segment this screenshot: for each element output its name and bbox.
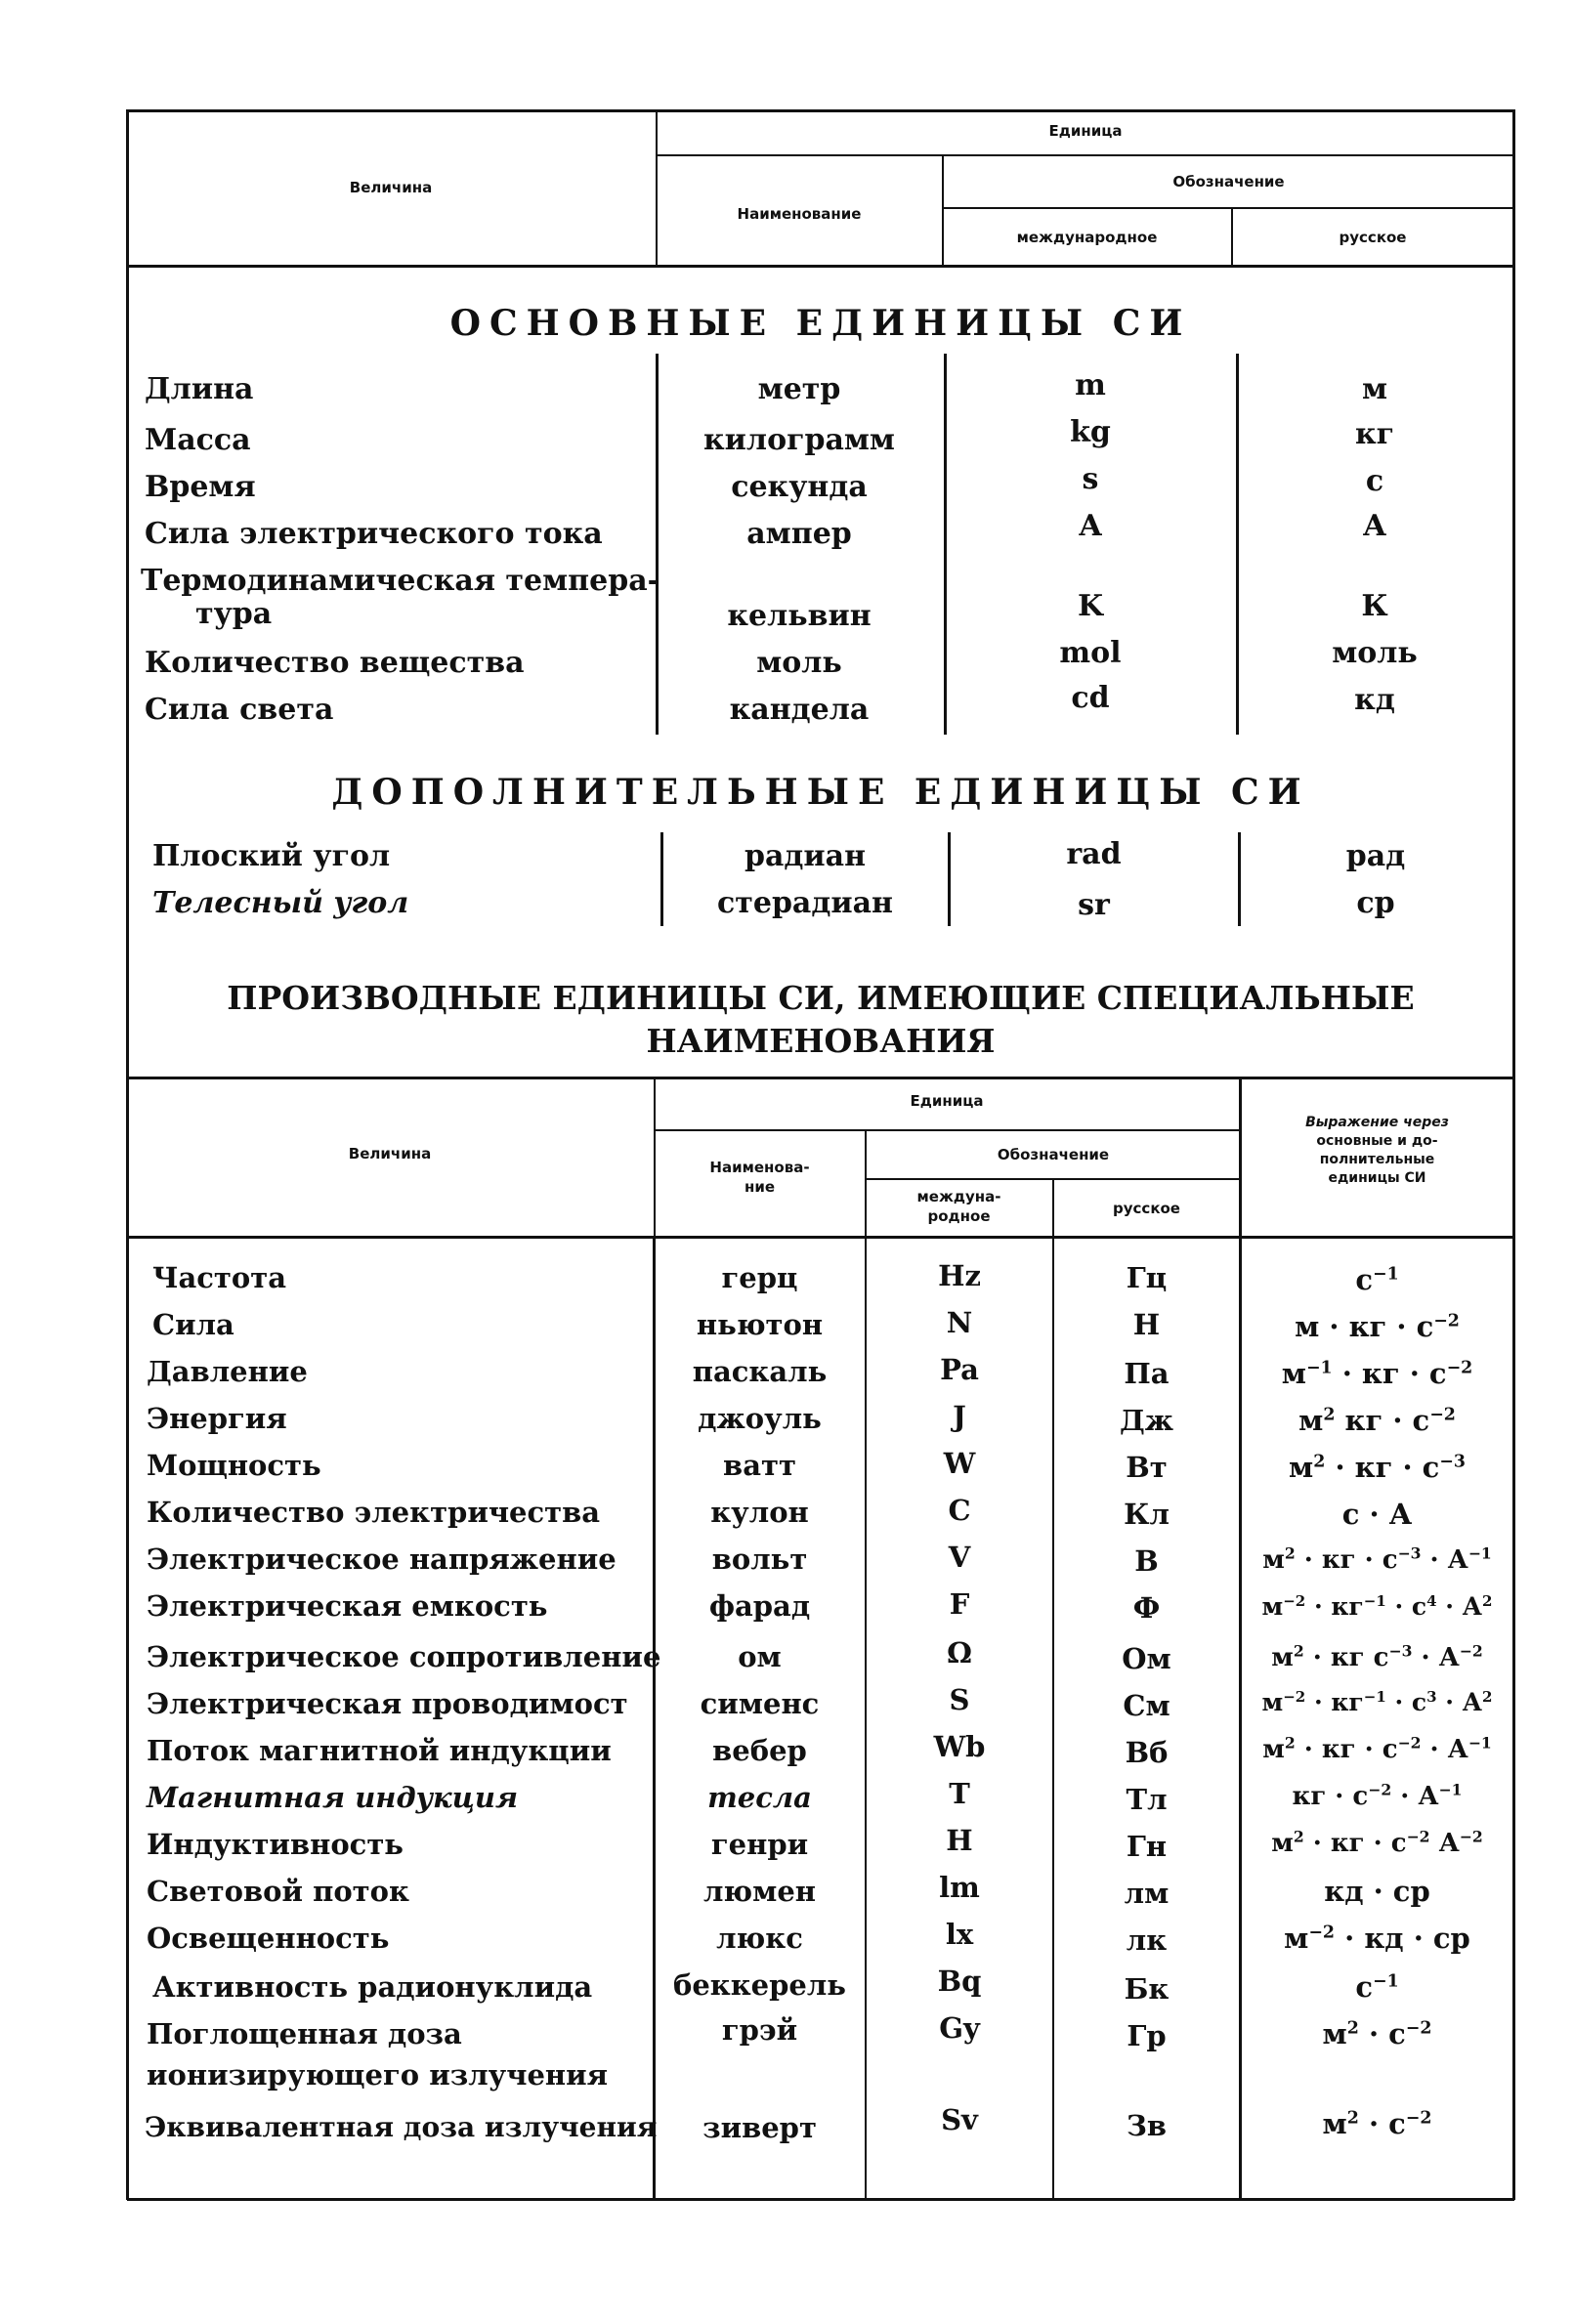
header1-russian: русское (1339, 229, 1407, 246)
base-divider-3 (1236, 354, 1239, 735)
derived-row-expression: $м^{-2}$ · кд · ср (1284, 1922, 1470, 1955)
derived-row-rus: Ом (1122, 1642, 1171, 1675)
derived-row-expression: $м^2$ · кг · $с^{-3}$ (1289, 1451, 1466, 1484)
derived-row-quantity: Эквивалентная доза излучения (145, 2111, 658, 2143)
table-top-border (127, 109, 1514, 112)
derived-row-expression: $с^{-1}$ (1355, 1970, 1399, 2004)
derived-row-rus: Па (1124, 1357, 1170, 1390)
base-row-quantity: Количество вещества (145, 646, 525, 680)
header2-expr-line4: единицы СИ (1328, 1170, 1426, 1186)
base-row-name: ампер (746, 517, 852, 551)
derived-row-quantity: Количество электричества (147, 1496, 601, 1529)
base-row-intl: cd (1071, 681, 1110, 715)
derived-row-intl: N (946, 1306, 973, 1339)
derived-row-quantity-line1: Поглощенная доза (147, 2017, 462, 2050)
base-row-name: метр (757, 372, 841, 406)
base-row-intl: kg (1070, 415, 1111, 449)
derived-row-quantity: Давление (147, 1355, 308, 1388)
header2-intl-line2: родное (927, 1207, 991, 1225)
derived-row-intl: C (948, 1494, 971, 1527)
derived-row-intl: Sv (941, 2103, 978, 2136)
derived-row-name: ом (738, 1640, 782, 1673)
derived-row-quantity: Электрическая емкость (147, 1589, 548, 1623)
base-row-rus: м (1361, 372, 1388, 406)
supp-row-rus: ср (1356, 886, 1395, 920)
derived-row-intl: T (949, 1777, 970, 1810)
header2-top-border (127, 1077, 1514, 1079)
derived-row-expression: $м^2$ · кг $с^{-3} \cdot А^{-2}$ (1271, 1641, 1483, 1672)
header1-bottom-border (127, 265, 1514, 268)
supp-row-name: радиан (744, 839, 867, 873)
header1-unit-underline (657, 154, 1514, 156)
derived-row-quantity: Энергия (147, 1402, 287, 1435)
section-title-base: ОСНОВНЫЕ ЕДИНИЦЫ СИ (449, 303, 1192, 344)
derived-row-rus: Зв (1126, 2109, 1168, 2142)
derived-row-name: вольт (711, 1542, 808, 1576)
header2-russian: русское (1113, 1200, 1180, 1217)
base-row-quantity: Сила электрического тока (145, 517, 603, 551)
header2-intl-line1: междуна- (916, 1188, 1001, 1205)
header2-expr-line3: полнительные (1319, 1152, 1435, 1167)
header1-unit: Единица (1048, 122, 1123, 140)
section-title-derived-line2: НАИМЕНОВАНИЯ (646, 1022, 996, 1060)
base-row-rus: моль (1332, 636, 1418, 670)
derived-row-intl: S (949, 1683, 970, 1716)
header2-name-line1: Наименова- (709, 1159, 810, 1176)
derived-row-rus: Гр (1127, 2019, 1167, 2052)
base-row-intl: mol (1059, 636, 1122, 670)
derived-row-rus: Гц (1126, 1261, 1168, 1294)
supp-row-rus: рад (1345, 839, 1406, 873)
derived-row-quantity: Поток магнитной индукции (147, 1734, 612, 1767)
base-row-name: секунда (731, 470, 868, 504)
base-row-quantity: Масса (145, 423, 251, 457)
base-row-quantity: Сила света (145, 693, 334, 727)
derived-row-rus: Тл (1126, 1783, 1168, 1816)
base-row-name: килограмм (703, 423, 895, 457)
derived-row-rus: лм (1124, 1877, 1170, 1910)
derived-row-rus: Вб (1125, 1736, 1169, 1769)
derived-row-expression: $м^2 \cdot с^{-2}$ (1322, 2107, 1432, 2140)
header2-unit: Единица (910, 1092, 984, 1110)
base-row-name: кандела (729, 693, 870, 727)
derived-row-expression: м · кг · $с^{-2}$ (1295, 1310, 1460, 1343)
derived-row-intl: Wb (933, 1730, 986, 1763)
header2-expr-line2: основные и до- (1316, 1133, 1438, 1149)
header1-divider-2 (942, 154, 944, 266)
derived-row-intl: V (948, 1541, 971, 1574)
derived-row-intl: H (946, 1824, 973, 1857)
base-row-intl: A (1079, 509, 1102, 543)
derived-row-quantity: Световой поток (147, 1875, 409, 1908)
derived-row-expression: кд · ср (1324, 1875, 1430, 1908)
derived-row-rus: Ф (1132, 1591, 1161, 1625)
derived-row-name: кулон (710, 1496, 809, 1529)
derived-row-rus: Дж (1119, 1404, 1174, 1437)
derived-row-expression: с · А (1341, 1498, 1413, 1531)
derived-row-name: джоуль (698, 1402, 822, 1435)
derived-row-name: беккерель (673, 1968, 846, 2002)
base-row-quantity-line1: Термодинамическая темпера- (141, 564, 660, 598)
base-row-name: кельвин (727, 599, 872, 633)
derived-row-expression: кг · $с^{-2} \cdot А^{-1}$ (1292, 1780, 1463, 1811)
derived-row-quantity: Частота (152, 1261, 286, 1294)
header2-unit-underline (655, 1129, 1241, 1131)
derived-row-expression: $м^{-1}$ · кг · $с^{-2}$ (1281, 1357, 1473, 1390)
table-bottom-border (127, 2198, 1514, 2201)
table-right-border (1512, 109, 1515, 2200)
derived-row-name: сименс (700, 1687, 820, 1720)
header1-name: Наименование (737, 205, 862, 223)
base-row-rus: А (1362, 509, 1387, 543)
derived-row-expression: $м^{-2} \cdot кг^{-1} \cdot с^3 \cdot А^2$ (1261, 1688, 1493, 1716)
derived-row-name: герц (721, 1261, 798, 1294)
derived-row-expression: $м^2 \cdot с^{-2}$ (1322, 2017, 1432, 2050)
base-row-name: моль (756, 646, 842, 680)
header1-international: международное (1016, 229, 1158, 246)
derived-row-intl: Gy (939, 2011, 980, 2045)
derived-row-expression: $с^{-1}$ (1355, 1263, 1399, 1296)
derived-row-quantity: Активность радионуклида (152, 1970, 593, 2004)
derived-row-name: зиверт (702, 2111, 817, 2144)
derived-row-name: грэй (721, 2013, 798, 2047)
derived-row-intl: J (953, 1400, 966, 1433)
derived-row-name: люкс (716, 1922, 803, 1955)
derived-row-expression: $м^2$ · кг · $с^{-2}$ $А^{-2}$ (1271, 1827, 1483, 1858)
base-row-rus: с (1365, 464, 1384, 498)
supp-row-quantity: Плоский угол (152, 839, 391, 873)
header1-designation: Обозначение (1172, 173, 1285, 190)
base-row-rus: кд (1354, 683, 1395, 717)
derived-row-rus: Н (1132, 1308, 1161, 1341)
header2-quantity: Величина (348, 1145, 432, 1162)
header2-bottom-border (127, 1236, 1514, 1239)
base-row-intl: m (1075, 368, 1106, 402)
derived-row-intl: lm (939, 1871, 980, 1904)
base-row-quantity: Длина (145, 372, 254, 406)
derived-row-name: генри (710, 1828, 809, 1861)
derived-row-expression: $м^2$ · кг · $с^{-3} \cdot А^{-1}$ (1262, 1543, 1492, 1575)
derived-row-quantity: Сила (152, 1308, 234, 1341)
derived-row-rus: Бк (1124, 1972, 1170, 2006)
derived-row-intl: Bq (937, 1965, 982, 1998)
base-row-quantity-line2: тура (195, 597, 273, 631)
derived-row-intl: Hz (938, 1259, 981, 1292)
derived-row-rus: лк (1126, 1923, 1168, 1957)
derived-row-rus: В (1134, 1544, 1159, 1578)
derived-row-intl: Pa (940, 1353, 979, 1386)
base-divider-2 (944, 354, 947, 735)
base-row-intl: K (1077, 589, 1104, 623)
derived-row-intl: Ω (947, 1636, 972, 1669)
header2-name-line2: ние (744, 1178, 776, 1196)
base-row-quantity: Время (145, 470, 256, 504)
derived-row-rus: Вт (1126, 1451, 1168, 1484)
supp-row-name: стерадиан (717, 886, 893, 920)
derived-row-rus: Кл (1124, 1498, 1170, 1531)
derived-row-quantity-line2: ионизирующего излучения (147, 2058, 609, 2092)
derived-row-expression: $м^2$ кг · $с^{-2}$ (1298, 1404, 1456, 1437)
supp-row-quantity: Телесный угол (152, 886, 409, 920)
derived-row-name: ньютон (696, 1308, 824, 1341)
derived-row-rus: См (1123, 1689, 1170, 1722)
header2-designation: Обозначение (997, 1146, 1110, 1163)
base-row-rus: К (1361, 589, 1388, 623)
derived-row-intl: W (943, 1447, 976, 1480)
header1-designation-underline (943, 207, 1514, 209)
derived-row-name: люмен (702, 1875, 817, 1908)
derived-row-expression: $м^2$ · кг · $с^{-2} \cdot А^{-1}$ (1262, 1733, 1492, 1764)
section-title-derived-line1: ПРОИЗВОДНЫЕ ЕДИНИЦЫ СИ, ИМЕЮЩИЕ СПЕЦИАЛЬНЫЕ (227, 979, 1415, 1017)
base-row-rus: кг (1354, 417, 1395, 451)
derived-row-name: ватт (723, 1449, 796, 1482)
derived-row-quantity: Электрическая проводимост (147, 1687, 628, 1720)
derived-row-quantity: Индуктивность (147, 1828, 404, 1861)
derived-row-rus: Гн (1126, 1830, 1168, 1863)
derived-row-name: фарад (708, 1589, 811, 1623)
derived-row-intl: F (949, 1587, 970, 1621)
header2-expr-line1: Выражение через (1305, 1115, 1449, 1130)
derived-row-quantity: Электрическое сопротивление (147, 1640, 661, 1673)
derived-row-quantity: Магнитная индукция (147, 1781, 519, 1814)
header1-quantity: Величина (349, 179, 433, 196)
derived-row-expression: $м^{-2} \cdot кг^{-1} \cdot с^4 \cdot А^2$ (1261, 1592, 1493, 1621)
section-title-supplementary: ДОПОЛНИТЕЛЬНЫЕ ЕДИНИЦЫ СИ (331, 772, 1310, 813)
derived-row-quantity: Мощность (147, 1449, 321, 1482)
derived-row-quantity: Освещенность (147, 1922, 390, 1955)
supp-row-intl: rad (1066, 837, 1122, 871)
derived-row-name: тесла (707, 1781, 812, 1814)
derived-row-intl: lx (945, 1918, 974, 1951)
derived-row-name: вебер (712, 1734, 807, 1767)
derived-row-name: паскаль (692, 1355, 828, 1388)
derived-row-quantity: Электрическое напряжение (147, 1542, 617, 1576)
supp-row-intl: sr (1078, 888, 1110, 922)
base-row-intl: s (1082, 462, 1099, 496)
